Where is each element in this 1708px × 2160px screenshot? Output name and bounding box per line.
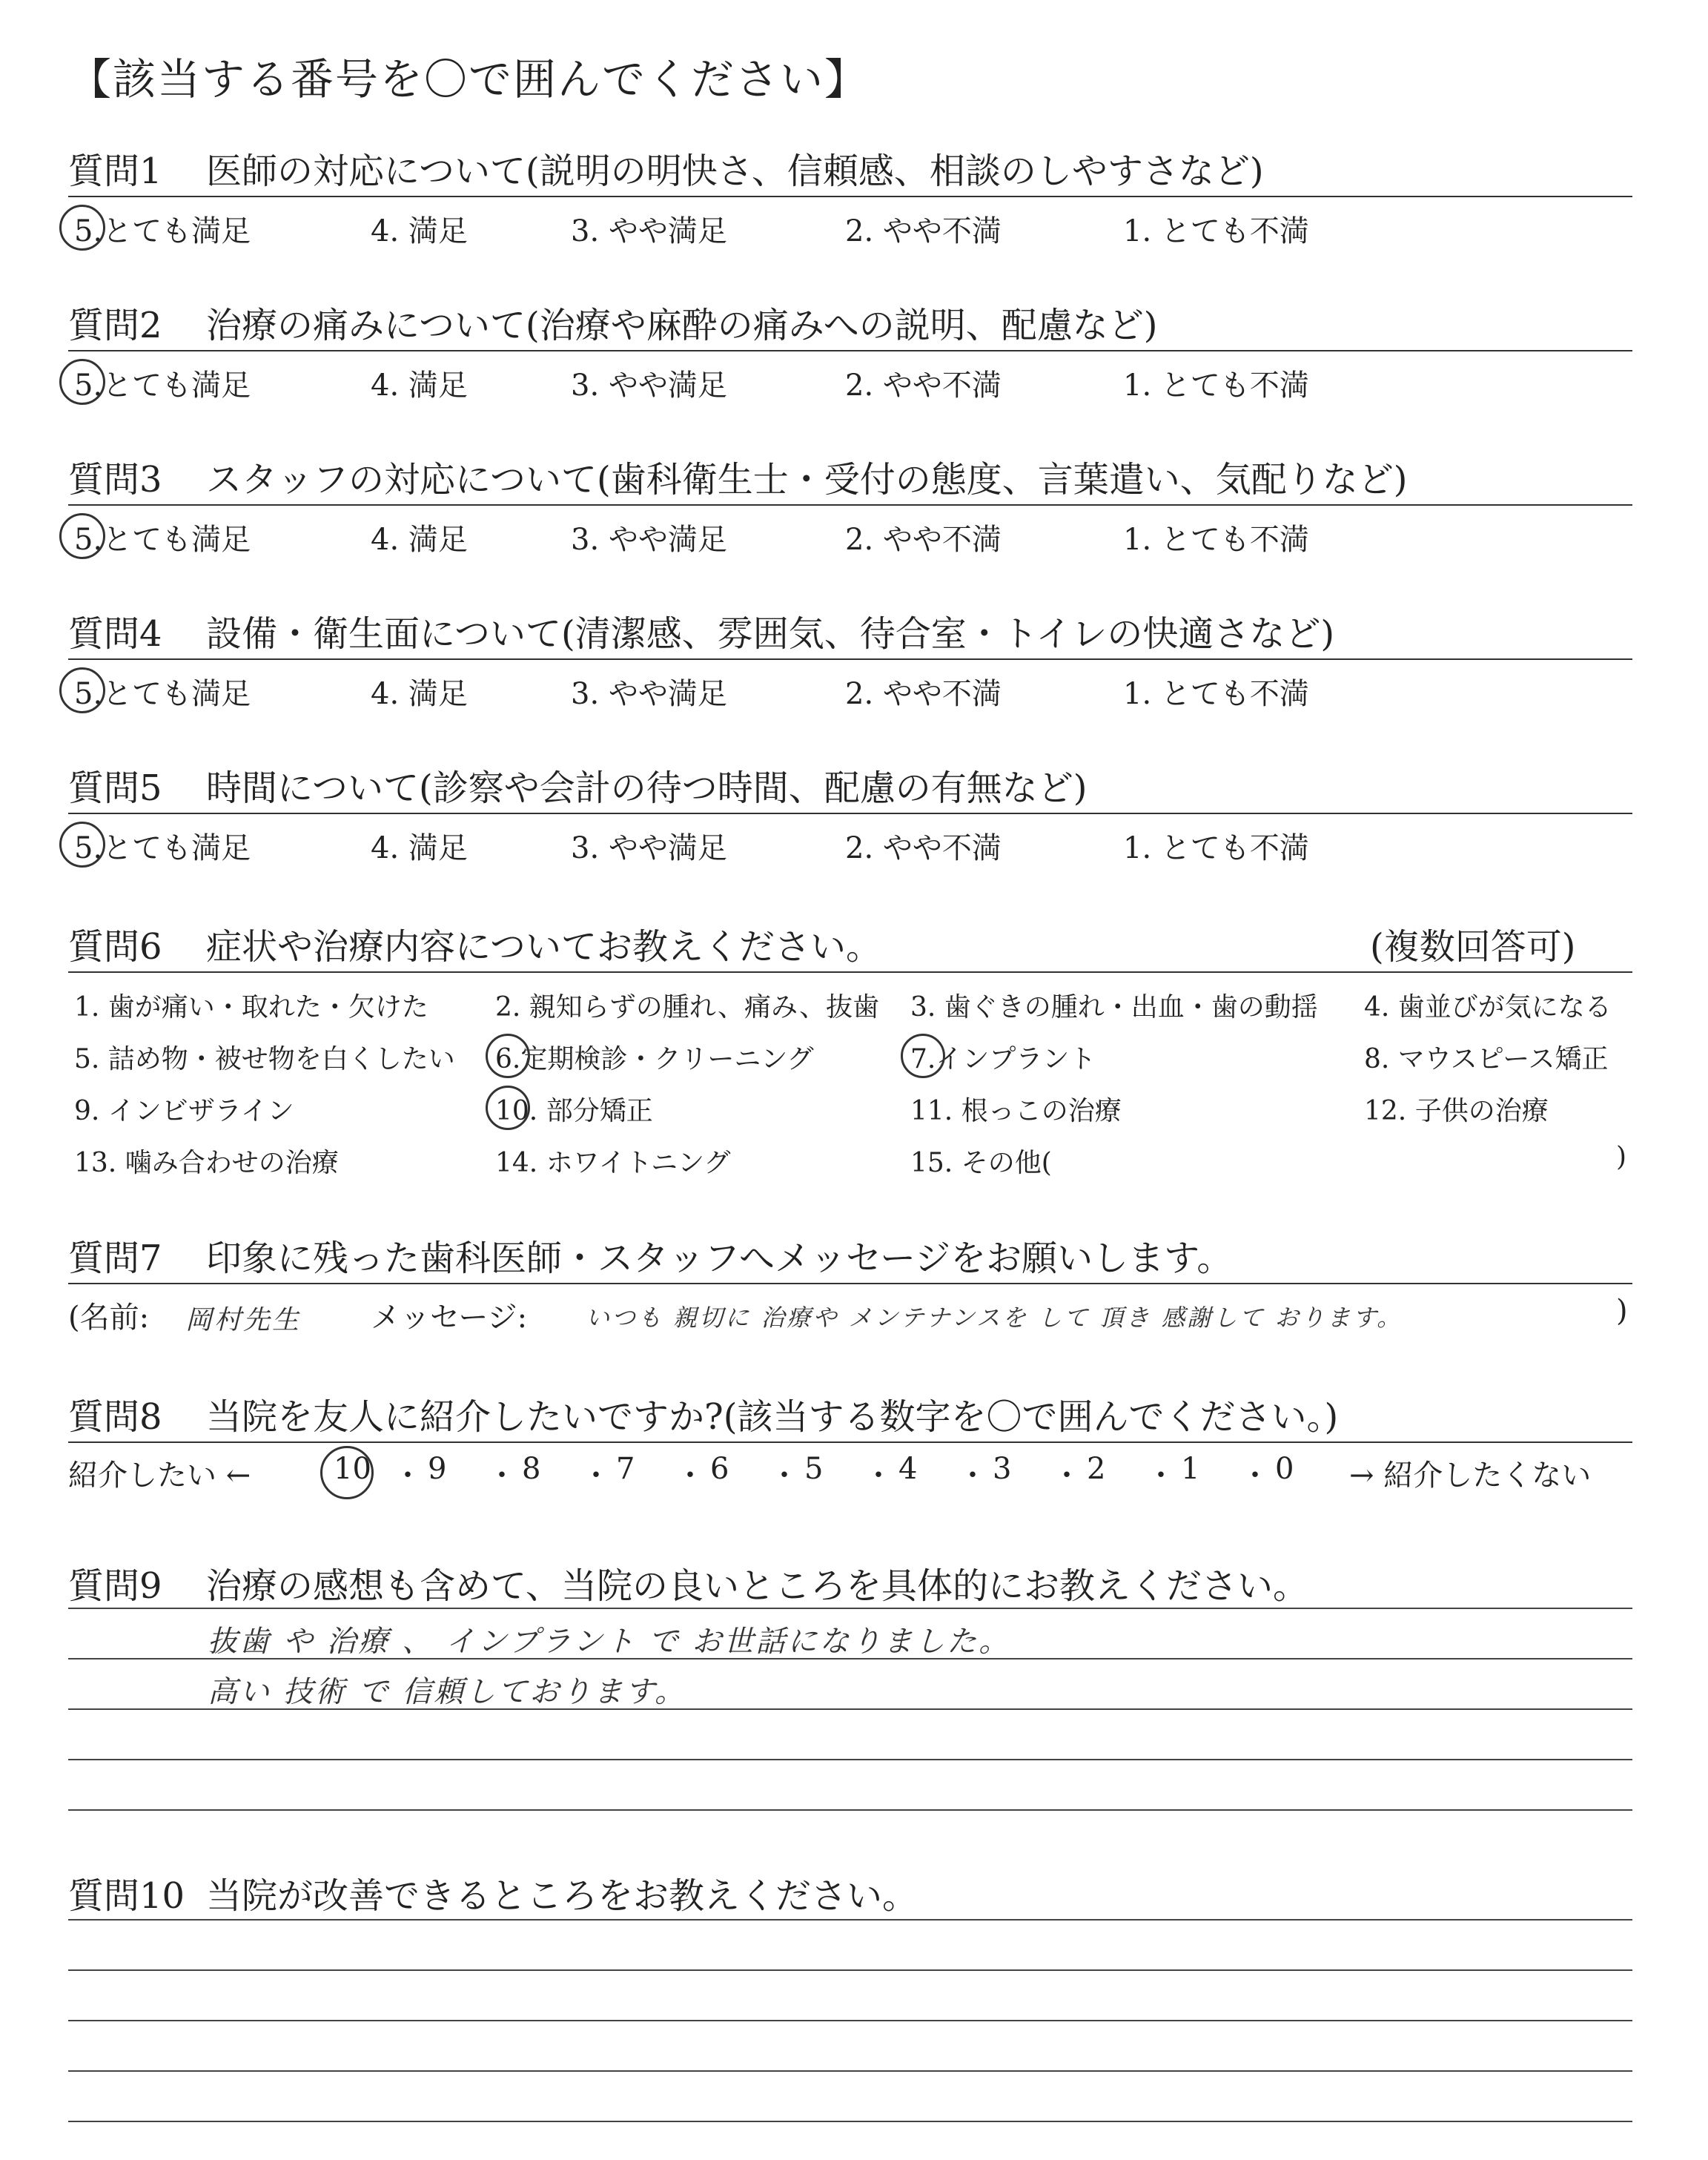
q8-scale-value[interactable]: 8: [522, 1452, 541, 1486]
q2-option[interactable]: 2. やや不満: [845, 369, 1002, 403]
q8-scale-value[interactable]: 1: [1181, 1452, 1200, 1486]
q2-rule: [68, 350, 1632, 351]
q1-text: 医師の対応について(説明の明快さ、信頼感、相談のしやすさなど): [206, 151, 1264, 192]
q9-line: [68, 1759, 1632, 1760]
q6-option[interactable]: 7.インプラント: [910, 1044, 1096, 1074]
q2-text: 治療の痛みについて(治療や麻酔の痛みへの説明、配慮など): [206, 305, 1158, 346]
q1-option[interactable]: 2. やや不満: [845, 214, 1002, 248]
q4-option[interactable]: 4. 満足: [371, 677, 468, 711]
q7-label: 質問7: [68, 1238, 162, 1279]
q8-rule: [68, 1441, 1632, 1443]
q7-close-paren: ): [1616, 1294, 1628, 1328]
q9-line: [68, 1708, 1632, 1710]
q6-label: 質問6: [68, 926, 162, 968]
q8-label: 質問8: [68, 1396, 162, 1438]
selection-circle: [486, 1086, 530, 1130]
q9-text: 治療の感想も含めて、当院の良いところを具体的にお教えください。: [206, 1565, 1309, 1607]
q2-option[interactable]: 4. 満足: [371, 369, 468, 403]
q6-option[interactable]: 10. 部分矯正: [495, 1096, 653, 1126]
q9-line: [68, 1809, 1632, 1811]
q1-option[interactable]: 4. 満足: [371, 214, 468, 248]
selection-circle: [320, 1446, 374, 1499]
q3-label: 質問3: [68, 459, 162, 501]
q1-option[interactable]: 3. やや満足: [571, 214, 727, 248]
q9-answer-line-2[interactable]: 高い 技術 で 信頼しております。: [208, 1675, 686, 1709]
q8-scale-separator: ・: [675, 1459, 705, 1493]
q1-option[interactable]: 5.とても満足: [74, 214, 251, 248]
q3-option[interactable]: 1. とても不満: [1123, 523, 1309, 557]
q7-text: 印象に残った歯科医師・スタッフへメッセージをお願いします。: [206, 1238, 1233, 1279]
q8-scale-value[interactable]: 6: [710, 1452, 729, 1486]
q6-option[interactable]: 8. マウスピース矯正: [1364, 1044, 1609, 1074]
q4-rule: [68, 658, 1632, 660]
q9-line: [68, 1608, 1632, 1609]
q9-line: [68, 1658, 1632, 1659]
q2-label: 質問2: [68, 305, 162, 346]
q10-text: 当院が改善できるところをお教えください。: [206, 1875, 918, 1917]
q7-name-value[interactable]: 岡村先生: [185, 1305, 302, 1335]
q6-option[interactable]: 3. 歯ぐきの腫れ・出血・歯の動揺: [910, 992, 1318, 1023]
selection-circle: [486, 1034, 530, 1078]
q6-rule: [68, 971, 1632, 973]
q8-scale-value[interactable]: 5: [804, 1452, 824, 1486]
q10-line: [68, 2020, 1632, 2021]
q5-option[interactable]: 4. 満足: [371, 831, 468, 865]
q6-option[interactable]: 14. ホワイトニング: [495, 1148, 731, 1178]
selection-circle: [59, 822, 105, 868]
q8-scale-value[interactable]: 4: [898, 1452, 918, 1486]
q8-scale-separator: ・: [864, 1459, 893, 1493]
q7-name-label: (名前:: [68, 1301, 150, 1335]
q10-line: [68, 1919, 1632, 1920]
q6-option[interactable]: 2. 親知らずの腫れ、痛み、抜歯: [495, 992, 880, 1023]
q10-line: [68, 1969, 1632, 1971]
q7-message-label: メッセージ:: [371, 1301, 528, 1335]
q3-option[interactable]: 5.とても満足: [74, 523, 251, 557]
q7-message-value[interactable]: いつも 親切に 治療や メンテナンスを して 頂き 感謝して おります。: [586, 1304, 1403, 1332]
q4-option[interactable]: 3. やや満足: [571, 677, 727, 711]
q8-scale-separator: ・: [769, 1459, 799, 1493]
q4-text: 設備・衛生面について(清潔感、雰囲気、待合室・トイレの快適さなど): [206, 613, 1335, 655]
q10-label: 質問10: [68, 1875, 185, 1917]
q6-note: (複数回答可): [1370, 926, 1576, 968]
q1-label: 質問1: [68, 151, 162, 192]
q8-scale-separator: ・: [581, 1459, 611, 1493]
q8-scale-value[interactable]: 10: [334, 1452, 371, 1486]
selection-circle: [59, 513, 105, 559]
q3-option[interactable]: 2. やや不満: [845, 523, 1002, 557]
q5-option[interactable]: 2. やや不満: [845, 831, 1002, 865]
selection-circle: [901, 1034, 945, 1078]
q4-option[interactable]: 2. やや不満: [845, 677, 1002, 711]
q2-option[interactable]: 1. とても不満: [1123, 369, 1309, 403]
q7-rule: [68, 1283, 1632, 1284]
survey-title: 【該当する番号を〇で囲んでください】: [68, 54, 870, 105]
q8-scale-separator: ・: [1146, 1459, 1176, 1493]
q8-scale-value[interactable]: 9: [428, 1452, 447, 1486]
q5-option[interactable]: 1. とても不満: [1123, 831, 1309, 865]
q8-scale-separator: ・: [1052, 1459, 1082, 1493]
q5-rule: [68, 813, 1632, 814]
q6-option[interactable]: 6.定期検診・クリーニング: [495, 1044, 814, 1074]
q2-option[interactable]: 3. やや満足: [571, 369, 727, 403]
q6-option[interactable]: 12. 子供の治療: [1364, 1096, 1549, 1126]
q6-option[interactable]: 4. 歯並びが気になる: [1364, 992, 1612, 1023]
q5-text: 時間について(診察や会計の待つ時間、配慮の有無など): [206, 767, 1088, 809]
q8-scale-value[interactable]: 3: [993, 1452, 1012, 1486]
q6-option[interactable]: 11. 根っこの治療: [910, 1096, 1122, 1126]
q3-option[interactable]: 3. やや満足: [571, 523, 727, 557]
q6-option[interactable]: 9. インビザライン: [74, 1096, 294, 1126]
q4-label: 質問4: [68, 613, 162, 655]
selection-circle: [59, 205, 105, 251]
q8-scale-separator: ・: [958, 1459, 987, 1493]
q6-other-close-paren: ): [1616, 1142, 1627, 1172]
q8-text: 当院を友人に紹介したいですか?(該当する数字を〇で囲んでください。): [206, 1396, 1339, 1438]
q6-option[interactable]: 15. その他(: [910, 1148, 1052, 1178]
q5-option[interactable]: 3. やや満足: [571, 831, 727, 865]
q8-scale-separator: ・: [393, 1459, 423, 1493]
q8-scale-separator: ・: [487, 1459, 517, 1493]
q6-option[interactable]: 1. 歯が痛い・取れた・欠けた: [74, 992, 428, 1023]
q10-line: [68, 2121, 1632, 2122]
q6-text: 症状や治療内容についてお教えください。: [206, 926, 882, 968]
q8-scale-value[interactable]: 7: [616, 1452, 635, 1486]
q3-text: スタッフの対応について(歯科衛生士・受付の態度、言葉遣い、気配りなど): [206, 459, 1408, 501]
q8-scale-value[interactable]: 0: [1275, 1452, 1294, 1486]
q4-option[interactable]: 5.とても満足: [74, 677, 251, 711]
q1-option[interactable]: 1. とても不満: [1123, 214, 1309, 248]
q5-option[interactable]: 5.とても満足: [74, 831, 251, 865]
q9-answer-line-1[interactable]: 抜歯 や 治療 、 インプラント で お世話になりました。: [208, 1625, 1011, 1659]
q8-left-label: 紹介したい ←: [68, 1459, 251, 1493]
q8-scale-separator: ・: [1240, 1459, 1270, 1493]
selection-circle: [59, 667, 105, 713]
selection-circle: [59, 359, 105, 405]
q5-label: 質問5: [68, 767, 162, 809]
q10-line: [68, 2070, 1632, 2072]
q2-option[interactable]: 5.とても満足: [74, 369, 251, 403]
q3-option[interactable]: 4. 満足: [371, 523, 468, 557]
q1-rule: [68, 196, 1632, 197]
q3-rule: [68, 504, 1632, 506]
q6-option[interactable]: 5. 詰め物・被せ物を白くしたい: [74, 1044, 455, 1074]
q8-right-label: → 紹介したくない: [1349, 1459, 1592, 1493]
q4-option[interactable]: 1. とても不満: [1123, 677, 1309, 711]
q9-label: 質問9: [68, 1565, 162, 1607]
q6-option[interactable]: 13. 噛み合わせの治療: [74, 1148, 339, 1178]
q8-scale-value[interactable]: 2: [1087, 1452, 1106, 1486]
